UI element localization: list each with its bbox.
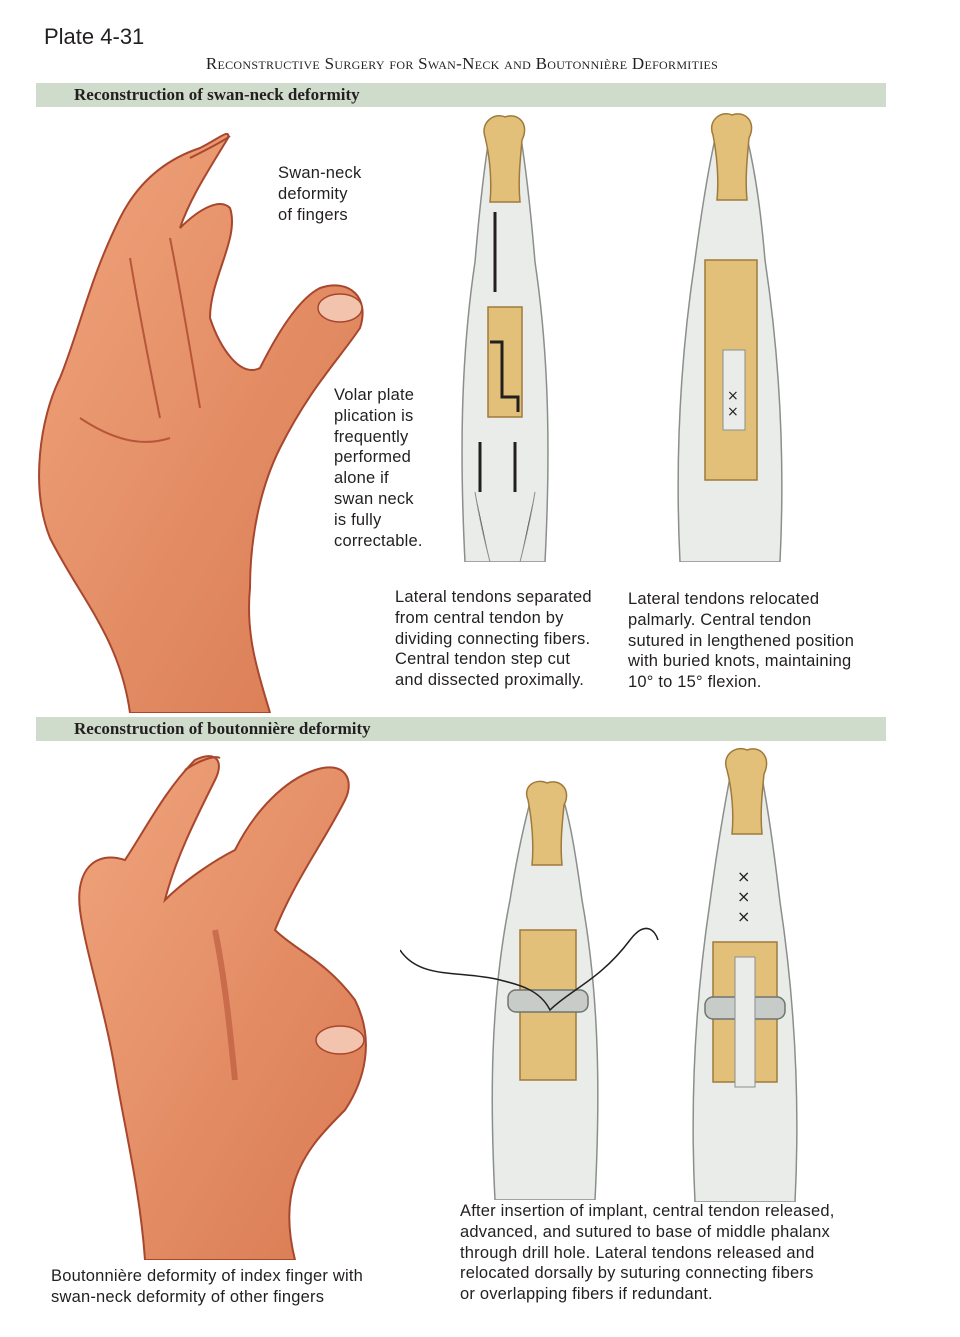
svg-text:×: × (737, 887, 751, 906)
caption-implant: After insertion of implant, central tendon released, advanced, and sutured to base of middle phalanx through drill hole. Lateral tendons released and relocated dorsally by suturing connecting fibers or overlapping fibers if redundant. (460, 1202, 835, 1304)
caption-step-cut: Lateral tendons separated from central tendon by dividing connecting fibers. Central tendon step cut and dissected proximally. (395, 588, 592, 690)
section-bar-swan-neck (36, 83, 886, 107)
section-bar-boutonniere (36, 717, 886, 741)
label-swan-neck-deformity: Swan-neck deformity of fingers (278, 164, 362, 224)
svg-text:×: × (737, 907, 751, 926)
page-title: Reconstructive Surgery for Swan-Neck and Boutonnière Deformities (205, 54, 719, 73)
caption-boutonniere-hand: Boutonnière deformity of index finger with swan-neck deformity of other fingers (51, 1267, 363, 1306)
svg-text:×: × (737, 867, 751, 886)
boutonniere-hand-illustration (55, 750, 375, 1260)
finger-step-cut-illustration (440, 112, 570, 562)
finger-implant-suture-illustration (400, 780, 660, 1200)
caption-relocated: Lateral tendons relocated palmarly. Central tendon sutured in lengthened position with buried knots, maintaining 10° to 15° flexion. (628, 590, 855, 692)
finger-relocated-illustration (665, 110, 795, 562)
section-heading: Reconstruction of boutonnière deformity (74, 719, 371, 738)
svg-text:×: × (727, 388, 739, 404)
finger-sutured-illustration (685, 742, 805, 1202)
svg-text:×: × (727, 404, 739, 420)
label-volar-plate: Volar plate plication is frequently performed alone if swan neck is fully correctable. (334, 386, 423, 550)
plate-label: Plate 4-31 (44, 24, 145, 49)
section-heading: Reconstruction of swan-neck deformity (74, 85, 360, 104)
